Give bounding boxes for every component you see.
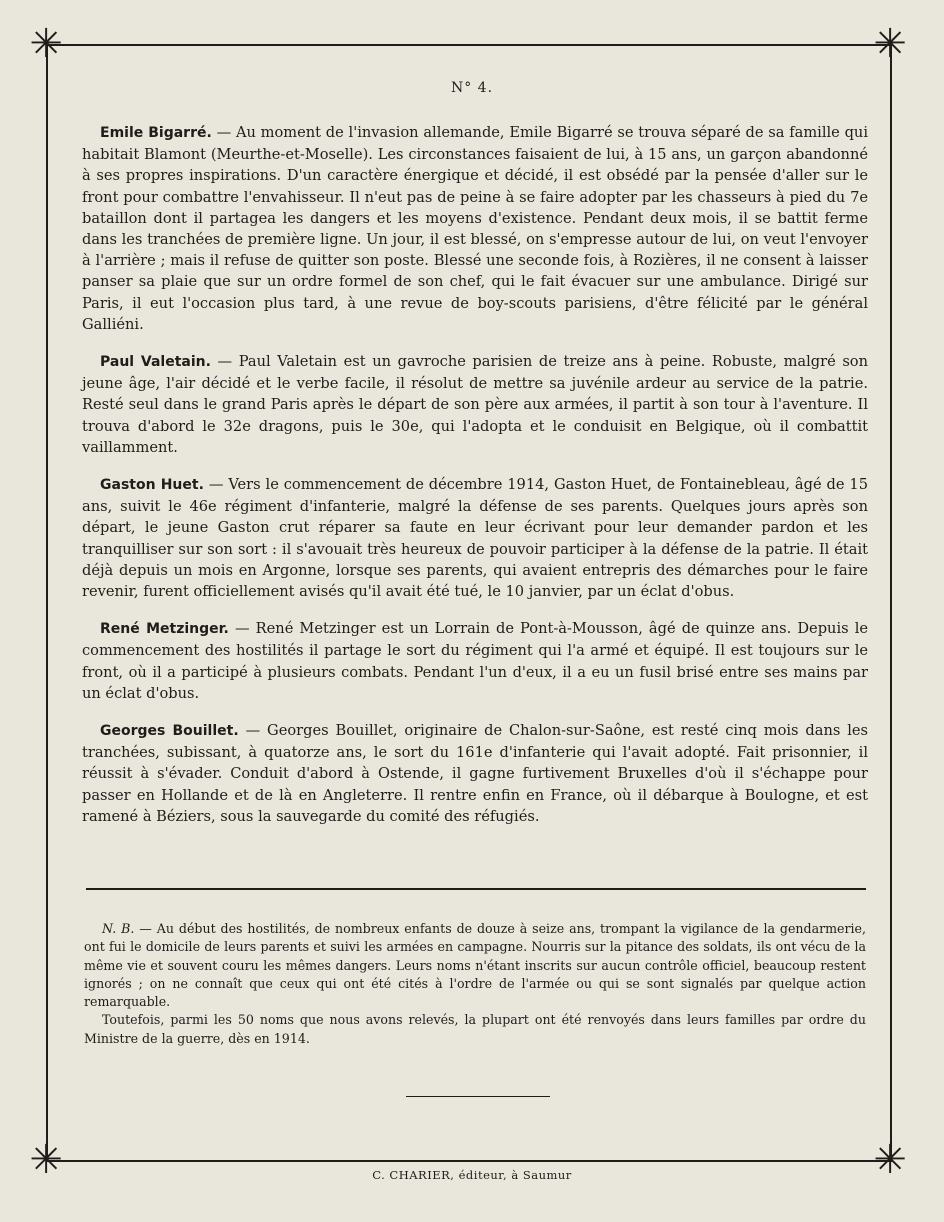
entry-text: — Paul Valetain est un gavroche parisien de treize ans à peine. Robuste, malgré son jeune âge, l'air décidé et le verbe facile, il résolut de mettre sa juvénile ardeur au service de la patrie. Resté seul dans le grand Paris après le départ de son père aux armées, il partit à son tour à l'aventure. Il trouva d'abord le 32e dragons, puis le 30e, qui l'adopta et le conduisit en Belgique, où il combattit vaillamment. xyxy=(82,353,868,456)
footnote-text: — Au début des hostilités, de nombreux enfants de douze à seize ans, trompant la vigilance de la gendarmerie, ont fui le domicile de leurs parents et suivi les armées en campagne. Nourris sur la pitance des soldats, ils ont vécu de la même vie et souvent couru les mêmes dangers. Leurs noms n'étant inscrits sur aucun contrôle officiel, beaucoup restent ignorés ; on ne connaît que ceux qui ont été cités à l'ordre de l'armée ou qui se sont signalés par quelque action remarquable. xyxy=(84,921,866,1010)
entry-emile-bigarre xyxy=(82,122,868,335)
section-divider xyxy=(86,888,866,890)
entry-name: Georges Bouillet. xyxy=(100,723,239,740)
frame-left-border xyxy=(46,44,48,1162)
frame-top-border xyxy=(46,44,892,46)
entry-paul-valetain xyxy=(82,351,868,458)
footnote-paragraph xyxy=(84,1011,866,1048)
entry-name: Emile Bigarré. xyxy=(100,125,212,141)
footnote-text: Toutefois, parmi les 50 noms que nous avons relevés, la plupart ont été renvoyés dans leurs familles par ordre du Ministre de la guerre, dès en 1914. xyxy=(84,1012,866,1046)
entry-text: — Vers le commencement de décembre 1914, Gaston Huet, de Fontainebleau, âgé de 15 ans, suivit le 46e régiment d'infanterie, malgré la défense de ses parents. Quelques jours après son départ, le jeune Gaston crut réparer sa faute en leur écrivant pour leur demander pardon et les tranquilliser sur son sort : il s'avouait très heureux de pouvoir participer à la défense de la patrie. Il était déjà depuis un mois en Argonne, lorsque ses parents, qui avaient entrepris des démarches pour le faire revenir, furent officiellement avisés qu'il avait été tué, le 10 janvier, par un éclat d'obus. xyxy=(82,476,868,601)
page-number: N° 4. xyxy=(450,80,494,96)
entry-text: — Georges Bouillet, originaire de Chalon-sur-Saône, est resté cinq mois dans les tranchées, subissant, à quatorze ans, le sort du 161e d'infanterie qui l'avait adopté. Fait prisonnier, il réussit à s'évader. Conduit d'abord à Ostende, il gagne furtivement Bruxelles d'où il s'échappe pour passer en Hollande et de là en Angleterre. Il rentre enfin en France, où il débarque à Boulogne, et est ramené à Béziers, sous la sauvegarde du comité des réfugiés. xyxy=(82,722,869,825)
entry-text: — Au moment de l'invasion allemande, Emile Bigarré se trouva séparé de sa famille qui habitait Blamont (Meurthe-et-Moselle). Les circonstances faisaient de lui, à 15 ans, un garçon abandonné à ses propres inspirations. D'un caractère énergique et décidé, il est obsédé par la pensée d'aller sur le front pour combattre l'envahisseur. Il n'eut pas de peine à se faire adopter par les chasseurs à pied du 7e bataillon dont il partagea les dangers et les moyens d'existence. Pendant deux mois, il se battit ferme dans les tranchées de première ligne. Un jour, il est blessé, on s'empresse autour de lui, on veut l'envoyer à l'arrière ; mais il refuse de quitter son poste. Blessé une seconde fois, à Rozières, il ne consent à laisser panser sa plaie que sur un ordre formel de son chef, qui le fait évacuer sur une ambulance. Dirigé sur Paris, il eut l'occasion plus tard, à une revue de boy-scouts parisiens, d'être félicité par le général Galliéni. xyxy=(82,124,868,333)
publisher-footer: C. CHARIER, éditeur, à Saumur xyxy=(372,1168,572,1182)
entry-name: Paul Valetain. xyxy=(100,354,211,371)
entry-georges-bouillet xyxy=(82,720,868,827)
frame-bottom-border xyxy=(46,1160,892,1162)
entry-name: René Metzinger. xyxy=(100,621,229,638)
frame-right-border xyxy=(890,44,892,1162)
corner-star-icon: ✳ xyxy=(29,21,63,67)
corner-star-icon: ✳ xyxy=(873,1137,907,1183)
footnote-paragraph xyxy=(84,920,866,1011)
corner-star-icon: ✳ xyxy=(29,1137,63,1183)
footnote-block xyxy=(84,920,866,1048)
entry-name: Gaston Huet. xyxy=(100,477,204,494)
entry-rene-metzinger xyxy=(82,618,868,704)
entry-gaston-huet xyxy=(82,474,868,602)
entries-list xyxy=(82,122,868,843)
closing-divider xyxy=(406,1096,550,1097)
entry-text: — René Metzinger est un Lorrain de Pont-à-Mousson, âgé de quinze ans. Depuis le commencement des hostilités il partage le sort du régiment qui l'a armé et équipé. Il est toujours sur le front, où il a participé à plusieurs combats. Pendant l'un d'eux, il a eu un fusil brisé entre ses mains par un éclat d'obus. xyxy=(82,620,869,702)
corner-star-icon: ✳ xyxy=(873,21,907,67)
footnote-label: N. B. xyxy=(102,921,135,936)
